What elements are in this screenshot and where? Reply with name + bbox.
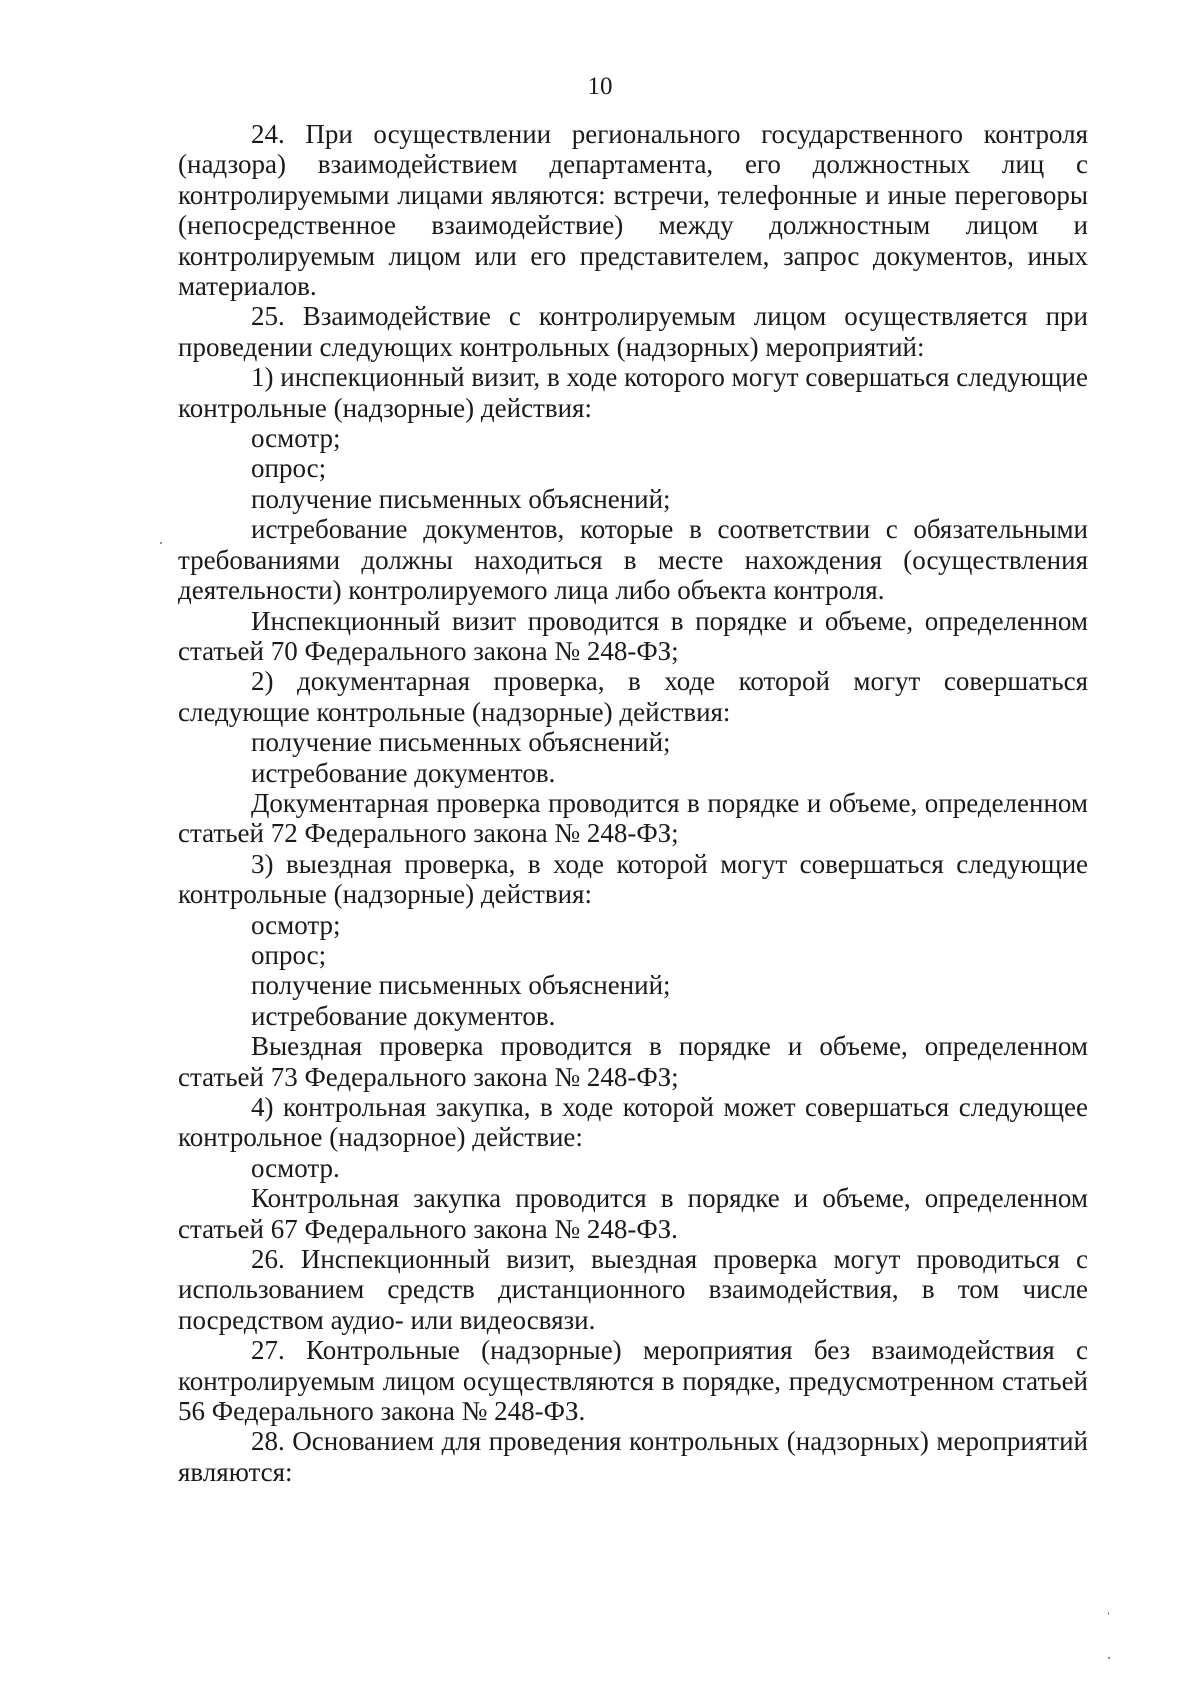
paragraph-item-2: 2) документарная проверка, в ходе которой могут совершаться следующие контрольные (надзорные) действия:: [178, 666, 1088, 727]
paragraph-27: 27. Контрольные (надзорные) мероприятия без взаимодействия с контролируемым лицом осуществляются в порядке, предусмотренном статьей 56 Федерального закона № 248-ФЗ.: [178, 1335, 1088, 1427]
list-item: опрос;: [251, 939, 327, 970]
page-number: 10: [587, 73, 613, 100]
list-item: осмотр;: [251, 909, 341, 940]
paragraph-documentary-check-order: Документарная проверка проводится в порядке и объеме, определенном статьей 72 Федерального закона № 248-ФЗ;: [178, 787, 1088, 849]
scan-speck: [160, 542, 162, 544]
list-item: опрос;: [251, 453, 327, 484]
paragraph-field-check-order: Выездная проверка проводится в порядке и объеме, определенном статьей 73 Федерального закона № 248-ФЗ;: [178, 1031, 1088, 1092]
list-item: осмотр;: [251, 423, 341, 454]
paragraph-inspection-visit-order: Инспекционный визит проводится в порядке и объеме, определенном статьей 70 Федерального закона № 248-ФЗ;: [178, 605, 1088, 666]
paragraph-document-request: истребование документов, которые в соответствии с обязательными требованиями должны находиться в месте нахождения (осуществления деятельности) контролируемого лица либо объекта контроля.: [178, 514, 1088, 606]
list-item: получение письменных объяснений;: [251, 727, 671, 758]
paragraph-item-1: 1) инспекционный визит, в ходе которого могут совершаться следующие контрольные (надзорные) действия:: [178, 362, 1088, 423]
paragraph-control-purchase-order: Контрольная закупка проводится в порядке и объеме, определенном статьей 67 Федерального закона № 248-ФЗ.: [178, 1183, 1088, 1244]
list-item: истребование документов.: [251, 757, 556, 788]
document-body: [178, 119, 1088, 1487]
paragraph-26: 26. Инспекционный визит, выездная проверка могут проводиться с использованием средств дистанционного взаимодействия, в том числе посредством аудио- или видеосвязи.: [178, 1244, 1088, 1335]
paragraph-24: 24. При осуществлении регионального государственного контроля (надзора) взаимодействием департамента, его должностных лиц с контролируемыми лицами являются: встречи, телефонные и иные переговоры (непосредственное взаимодействие) между должностным лицом и контролируемым лицом или его представителем, запрос документов, иных материалов.: [178, 119, 1088, 302]
paragraph-25: 25. Взаимодействие с контролируемым лицом осуществляется при проведении следующих контрольных (надзорных) мероприятий:: [178, 301, 1088, 362]
list-item: истребование документов.: [251, 1000, 556, 1031]
scan-speck: [1108, 1612, 1109, 1615]
paragraph-item-4: 4) контрольная закупка, в ходе которой может совершаться следующее контрольное (надзорное) действие:: [178, 1092, 1088, 1153]
scan-speck: [1108, 1657, 1110, 1659]
list-item: получение письменных объяснений;: [251, 970, 671, 1001]
list-item: получение письменных объяснений;: [251, 483, 671, 514]
paragraph-item-3: 3) выездная проверка, в ходе которой могут совершаться следующие контрольные (надзорные) действия:: [178, 848, 1088, 910]
list-item: осмотр.: [251, 1152, 340, 1183]
paragraph-28: 28. Основанием для проведения контрольных (надзорных) мероприятий являются:: [178, 1426, 1088, 1487]
